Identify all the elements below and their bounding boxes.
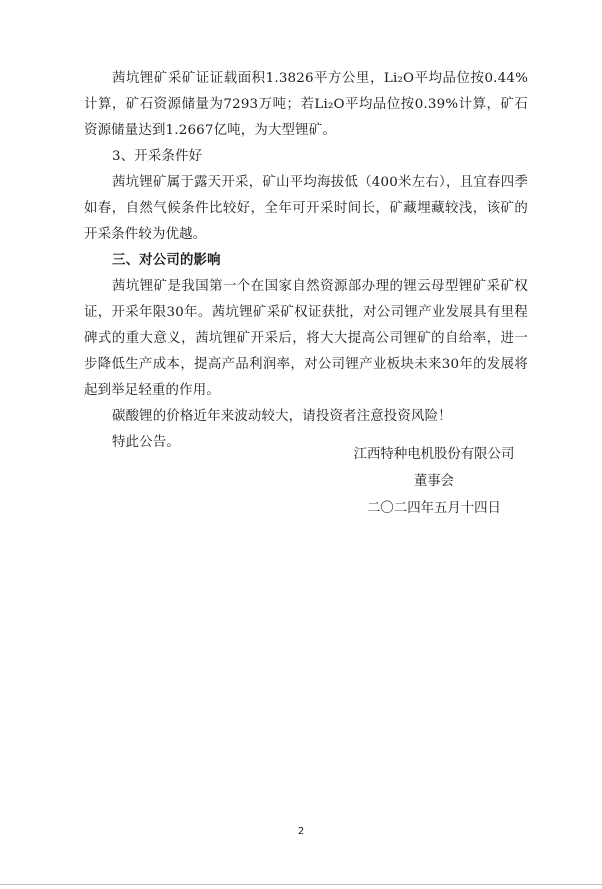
document-body [84,66,528,456]
section-heading-impact: 三、对公司的影响 [112,253,221,268]
paragraph-company-impact: 茜坑锂矿是我国第一个在国家自然资源部办理的锂云母型锂矿采矿权证，开采年限30年。茜坑锂矿采矿权证获批，对公司锂产业发展具有里程碑式的重大意义，茜坑锂矿开采后，将大大提高公司锂矿的自给率，进一步降低生产成本，提高产品利润率，对公司锂产业板块未来30年的发展将起到举足轻重的作用。 [84,279,528,398]
subheading-mining-conditions: 3、开采条件好 [112,149,203,164]
signature-board: 董事会 [413,474,455,489]
paragraph-risk-warning: 碳酸锂的价格近年来波动较大，请投资者注意投资风险！ [112,409,452,424]
signature-block [340,441,528,522]
signature-company: 江西特种电机股份有限公司 [353,447,515,462]
paragraph-reserve-estimate: 茜坑锂矿采矿证证载面积1.3826平方公里，Li₂O平均品位按0.44%计算，矿石资源储量为7293万吨；若Li₂O平均品位按0.39%计算，矿石资源储量达到1.2667亿吨，为大型锂矿。 [84,71,528,138]
page-number: 2 [297,826,305,837]
page-bottom-divider [0,884,602,885]
paragraph-closing: 特此公告。 [112,435,180,450]
paragraph-mining-conditions: 茜坑锂矿属于露天开采，矿山平均海拔低（400米左右），且宜春四季如春，自然气候条件比较好，全年可开采时间长，矿藏埋藏较浅，该矿的开采条件较为优越。 [84,175,528,242]
signature-date: 二〇二四年五月十四日 [367,501,501,516]
